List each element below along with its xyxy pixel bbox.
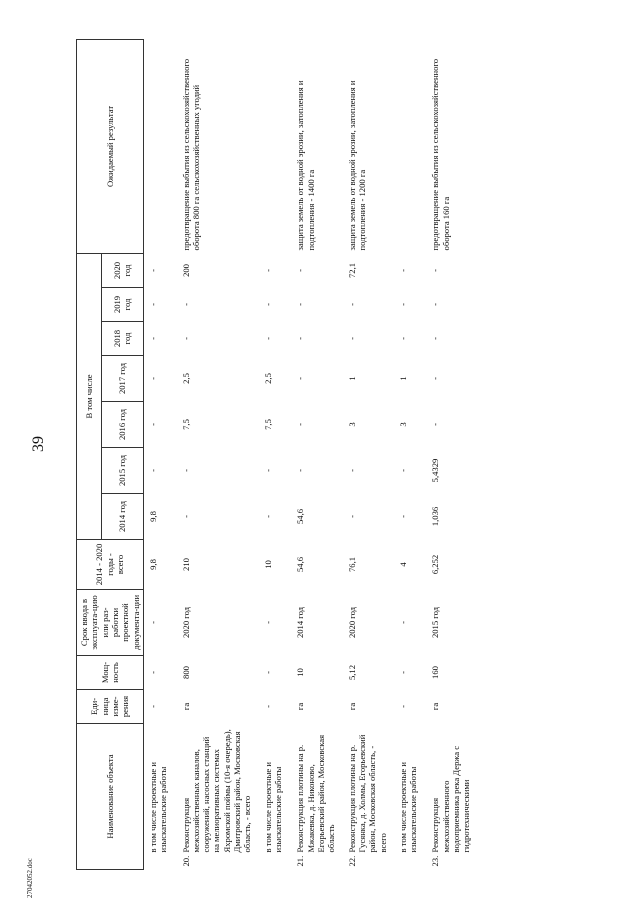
year-value-cell: 54,6 [295,508,306,525]
unit-cell: га [295,702,306,711]
row-number: 23. [430,855,441,867]
deadline-cell: - [397,621,408,624]
year-value-cell: - [397,269,408,272]
year-value-cell: - [346,337,357,340]
total-cell: 54,6 [295,556,306,573]
total-cell: 4 [397,562,408,567]
year-value-cell: - [295,377,306,380]
total-cell: 76,1 [346,556,357,573]
year-value-cell: - [430,269,441,272]
object-name: Реконструкция плотины на р. Мжакевка, д. Никоново, Егорьевский район, Московская область [295,734,337,853]
table-row [394,39,427,869]
total-cell: 10 [262,560,273,569]
year-value-cell: - [147,269,158,272]
header-deadline: Срок ввода в эксплуата-цию или раз-работки проектной документа-ции [77,589,144,655]
year-value-cell: - [430,303,441,306]
header-year: 2018 год [102,321,144,355]
header-unit: Еди-ница изме-рения [77,689,144,723]
year-value-cell: - [295,269,306,272]
result-cell: защита земель от водной эрозии, затопления и подтопления - 1400 га [295,80,316,251]
row-number [394,856,427,870]
year-value-cell: - [397,515,408,518]
table-row [177,39,259,869]
year-value-cell: - [295,423,306,426]
year-value-cell: - [262,515,273,518]
capacity-cell: 800 [180,666,191,679]
year-value-cell: - [147,423,158,426]
header-result: Ожидаемый результат [77,39,144,253]
result-cell [394,39,427,253]
year-value-cell: 9,8 [147,511,158,522]
unit-cell: - [147,705,158,708]
header-year: 2015 год [102,447,144,493]
deadline-cell: 2020 год [180,606,191,639]
object-name: в том числе проектные и изыскательские работы [147,762,169,853]
table-row [291,39,342,869]
row-number: 22. [346,855,357,867]
rotated-table-area [76,40,560,870]
result-cell: предотвращение выбытия из сельскохозяйственного оборота 160 га [430,58,451,251]
year-value-cell: 3 [397,422,408,427]
capacity-cell: 10 [295,668,306,677]
result-cell: предотвращение выбытия из сельскохозяйственного оборота 800 га сельскохозяйственных угодий [180,58,201,251]
year-value-cell: - [346,469,357,472]
header-year: 2019 год [102,287,144,321]
year-value-cell: - [180,469,191,472]
year-value-cell: - [430,377,441,380]
deadline-cell: 2015 год [430,606,441,639]
year-value-cell: - [262,269,273,272]
year-value-cell: - [295,469,306,472]
year-value-cell: 7,5 [262,419,273,430]
year-value-cell: - [147,303,158,306]
year-value-cell: - [397,303,408,306]
year-value-cell: 3 [346,422,357,427]
deadline-cell: - [147,621,158,624]
object-name: Реконструкция межхозяйственных каналов, сооружений, насосных станций на мелиоративных системах Яхромской поймы (10-я очередь), Дмитровский район, Московская область, - всего [180,729,253,853]
capacity-cell: - [262,671,273,674]
total-cell: 210 [180,558,191,571]
unit-cell: - [262,705,273,708]
table-row [426,39,477,869]
row-number [259,856,292,870]
unit-cell: га [346,702,357,711]
table-row [259,39,292,869]
capacity-cell: 5,12 [346,664,357,681]
object-name: Реконструкция межхозяйственного водоприемника река Держа с гидротехническими [430,745,472,853]
year-value-cell: 2,5 [180,373,191,384]
year-value-cell: - [346,515,357,518]
year-value-cell: - [262,303,273,306]
year-value-cell: 72,1 [346,262,357,278]
header-capacity: Мощ-ность [77,655,144,689]
year-value-cell: - [430,337,441,340]
header-year: 2020 год [102,253,144,287]
year-value-cell: - [180,515,191,518]
year-value-cell: 1 [397,376,408,381]
table-row [343,39,394,869]
header-year: 2017 год [102,355,144,401]
header-group: В том числе [77,253,102,539]
result-cell [259,39,292,253]
year-value-cell: - [397,469,408,472]
year-value-cell: 1 [346,376,357,381]
year-value-cell: 5,4329 [430,458,441,483]
year-value-cell: - [295,337,306,340]
year-value-cell: 7,5 [180,419,191,430]
result-cell [143,39,176,253]
total-cell: 9,8 [147,559,158,570]
row-number [143,856,176,870]
total-cell: 6,252 [430,554,441,575]
year-value-cell: - [147,337,158,340]
capacity-cell: - [397,671,408,674]
year-value-cell: - [397,337,408,340]
deadline-cell: 2020 год [346,606,357,639]
year-value-cell: 200 [180,264,191,277]
year-value-cell: - [180,337,191,340]
year-value-cell: - [295,303,306,306]
year-value-cell: - [430,423,441,426]
objects-table [76,39,478,870]
object-name: в том числе проектные и изыскательские работы [262,762,283,853]
header-year: 2014 год [102,493,144,539]
table-row [143,39,176,869]
year-value-cell: - [262,337,273,340]
header-year: 2016 год [102,401,144,447]
capacity-cell: - [147,671,158,674]
capacity-cell: 160 [430,666,441,679]
year-value-cell: 2,5 [262,373,273,384]
year-value-cell: - [262,469,273,472]
year-value-cell: - [147,469,158,472]
object-name: Реконструкция плотины на р. Гусянка, д. Холмы, Егорьевский район, Московская область, - всего [346,734,388,853]
row-number: 21. [295,855,306,867]
year-value-cell: 1,036 [430,506,441,527]
result-cell: защита земель от водной эрозии, затопления и подтопления - 1200 га [346,80,367,251]
deadline-cell: 2014 год [295,606,306,639]
unit-cell: - [397,705,408,708]
year-value-cell: - [147,377,158,380]
unit-cell: га [180,702,191,711]
year-value-cell: - [180,303,191,306]
deadline-cell: - [262,621,273,624]
unit-cell: га [430,702,441,711]
object-name: в том числе проектные и изыскательские работы [397,762,419,853]
footer-filename: 27042052.doc [26,858,34,898]
header-total: 2014 - 2020 годы - всего [77,539,144,589]
page-number: 39 [30,436,47,452]
year-value-cell: - [346,303,357,306]
header-name: Наименование объекта [77,723,144,869]
row-number: 20. [180,855,191,867]
